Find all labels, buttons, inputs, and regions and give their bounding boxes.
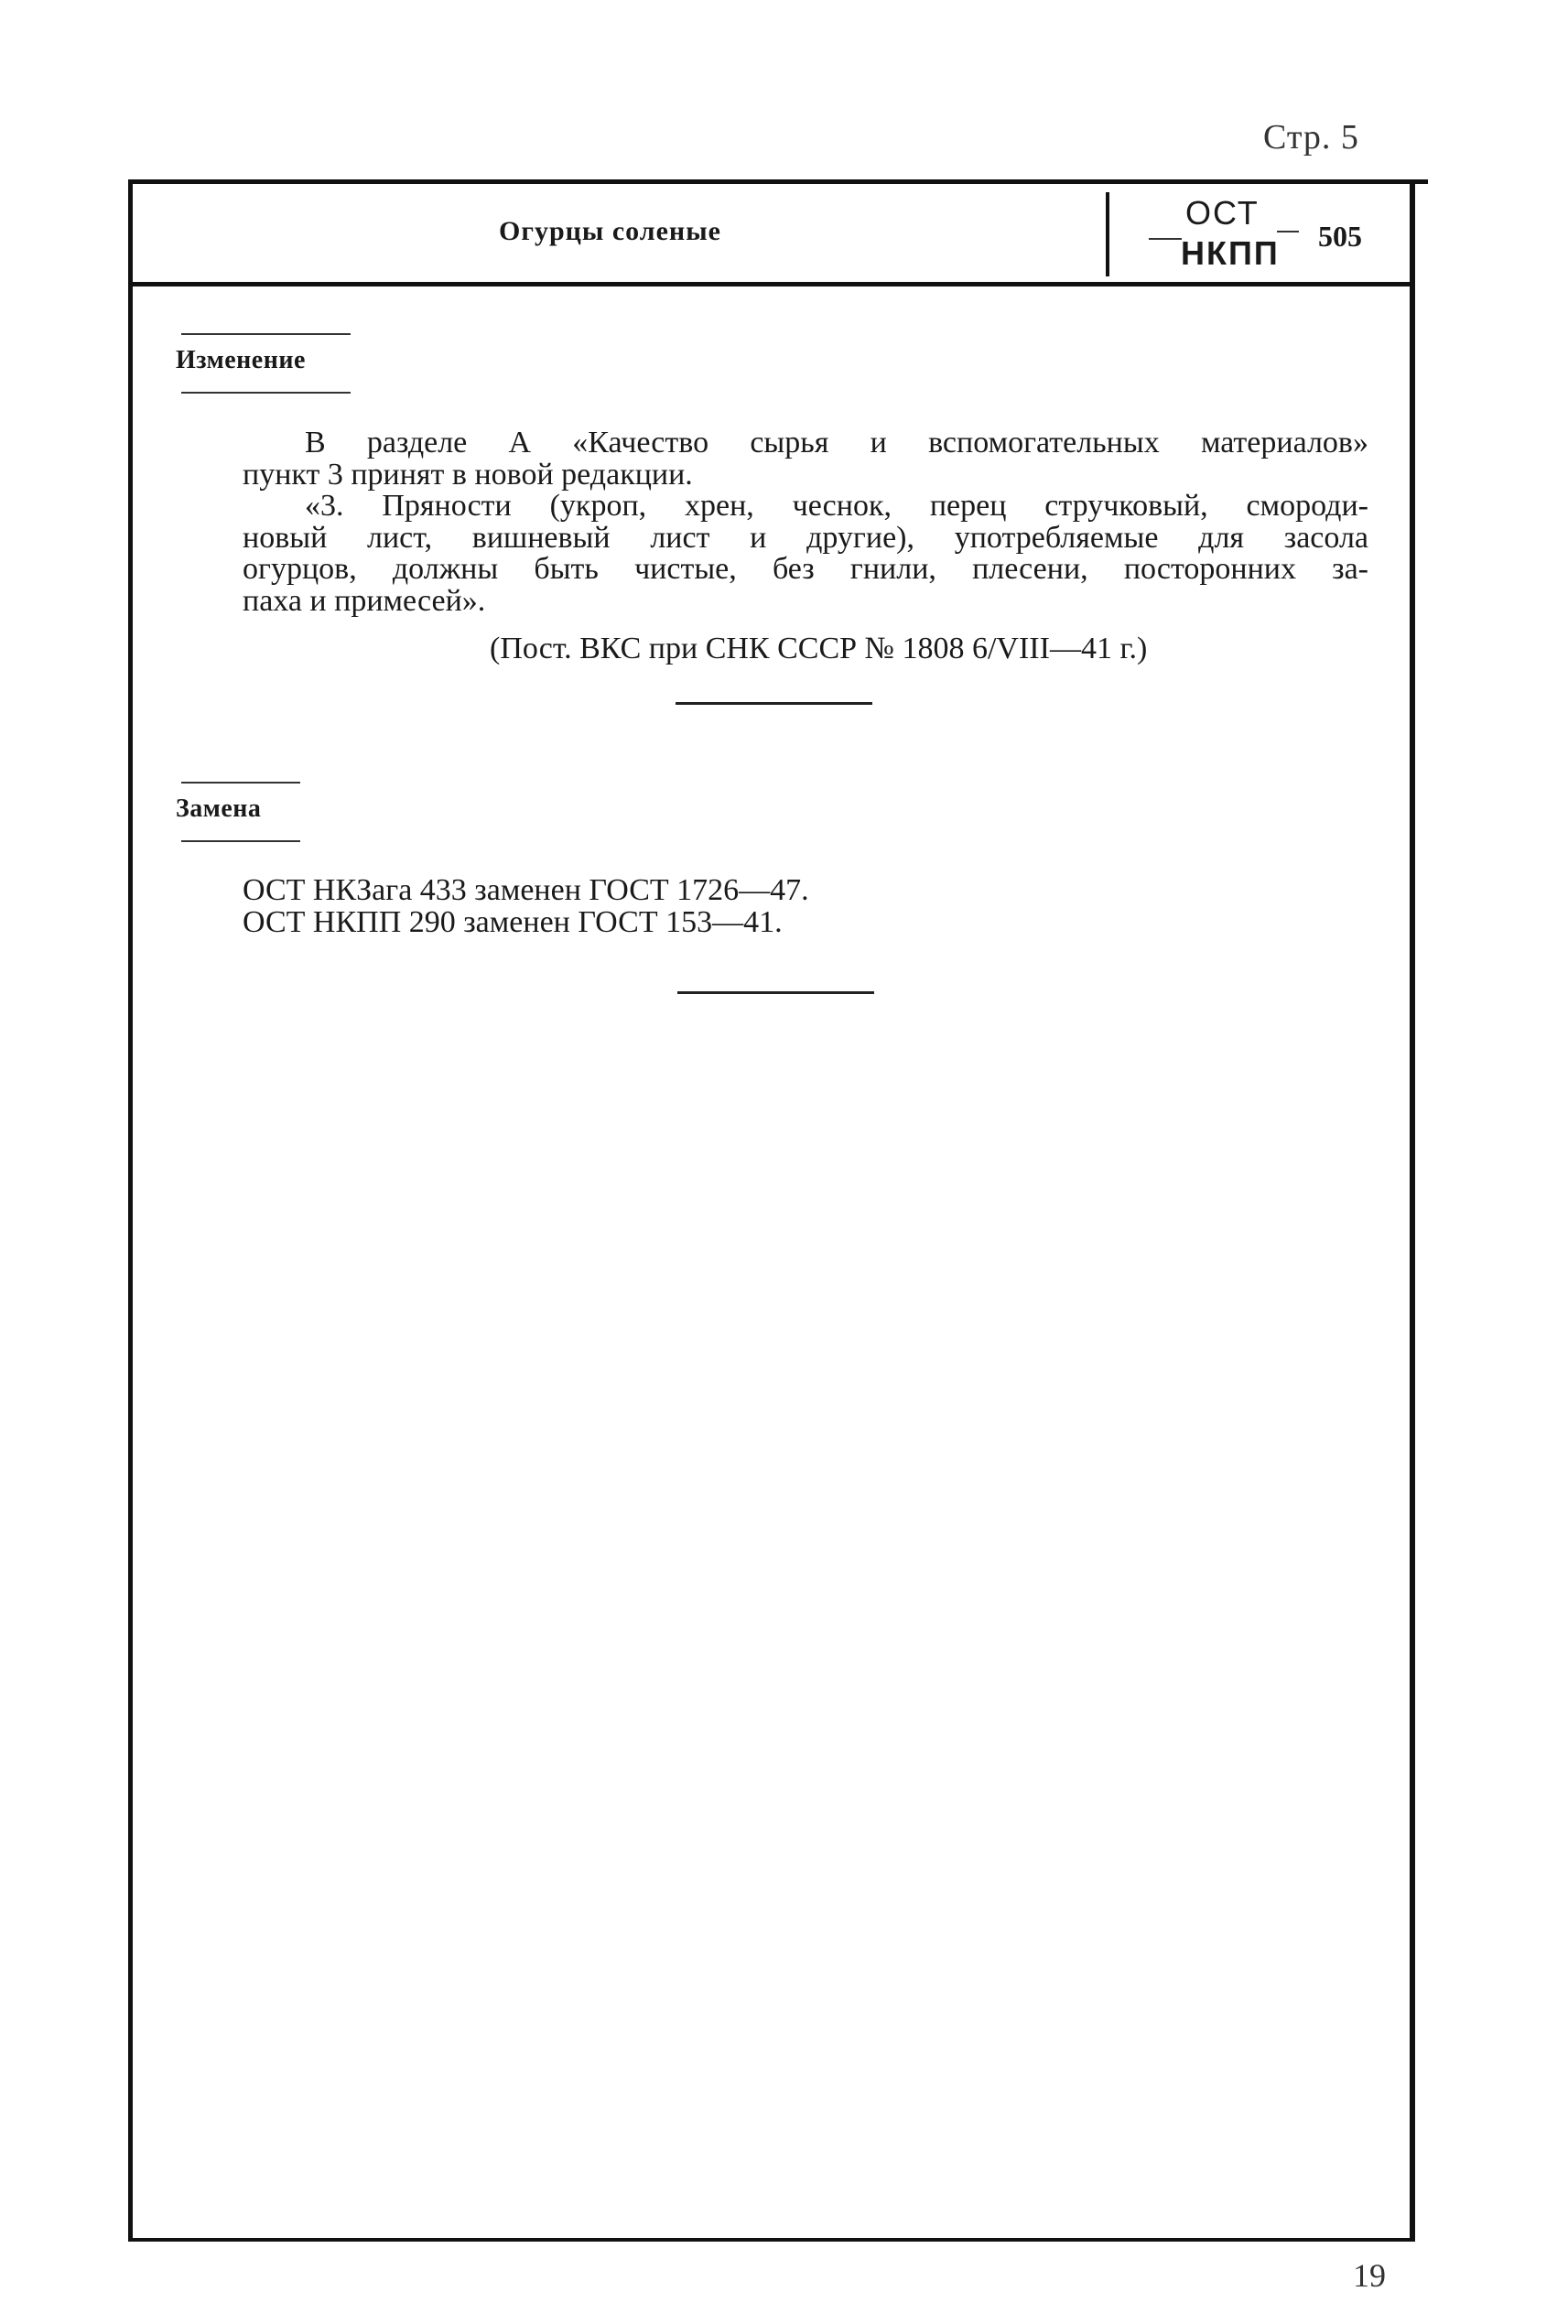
- text-line: огурцов, должны быть чистые, без гнили, плесени, посторонних за-: [243, 552, 1368, 586]
- standard-dash: [1277, 231, 1299, 232]
- header-bottom-rule: [133, 282, 1410, 286]
- heading-rule: [181, 840, 300, 842]
- frame-right-border: [1410, 179, 1415, 2239]
- standard-organization: НКПП: [1181, 234, 1280, 272]
- document-title: Огурцы соленые: [499, 216, 721, 246]
- standard-number: 505: [1318, 220, 1362, 253]
- change-paragraph: [243, 427, 1368, 617]
- header-divider: [1106, 192, 1109, 276]
- standard-dash: [1149, 238, 1182, 240]
- heading-rule: [181, 782, 300, 784]
- text-line: паха и примесей».: [243, 583, 486, 618]
- section-separator: [677, 991, 874, 994]
- replacement-list: [243, 874, 809, 938]
- frame-left-border: [128, 179, 133, 2239]
- heading-rule: [181, 392, 351, 394]
- text-line: «3. Пряности (укроп, хрен, чеснок, перец стручковый, смороди-: [305, 489, 1368, 523]
- page-number: 19: [1353, 2257, 1386, 2294]
- text-line: В разделе А «Качество сырья и вспомогательных материалов»: [305, 426, 1368, 459]
- heading-rule: [181, 333, 351, 335]
- replacement-line: ОСТ НКЗага 433 заменен ГОСТ 1726—47.: [243, 873, 809, 907]
- page-label: Стр. 5: [1263, 118, 1359, 157]
- section-separator: [676, 702, 872, 705]
- replacement-line: ОСТ НКПП 290 заменен ГОСТ 153—41.: [243, 905, 783, 939]
- replacement-heading: Замена: [176, 794, 262, 823]
- text-line: новый лист, вишневый лист и другие), употребляемые для засола: [243, 520, 1368, 555]
- change-heading: Изменение: [176, 346, 306, 374]
- text-line: пункт 3 принят в новой редакции.: [243, 457, 693, 492]
- frame-top-border: [128, 179, 1428, 184]
- frame-bottom-border: [128, 2238, 1415, 2242]
- standard-type: ОСТ: [1185, 194, 1260, 232]
- source-reference: (Пост. ВКС при СНК СССР № 1808 6/VIII—41 г.): [490, 632, 1148, 665]
